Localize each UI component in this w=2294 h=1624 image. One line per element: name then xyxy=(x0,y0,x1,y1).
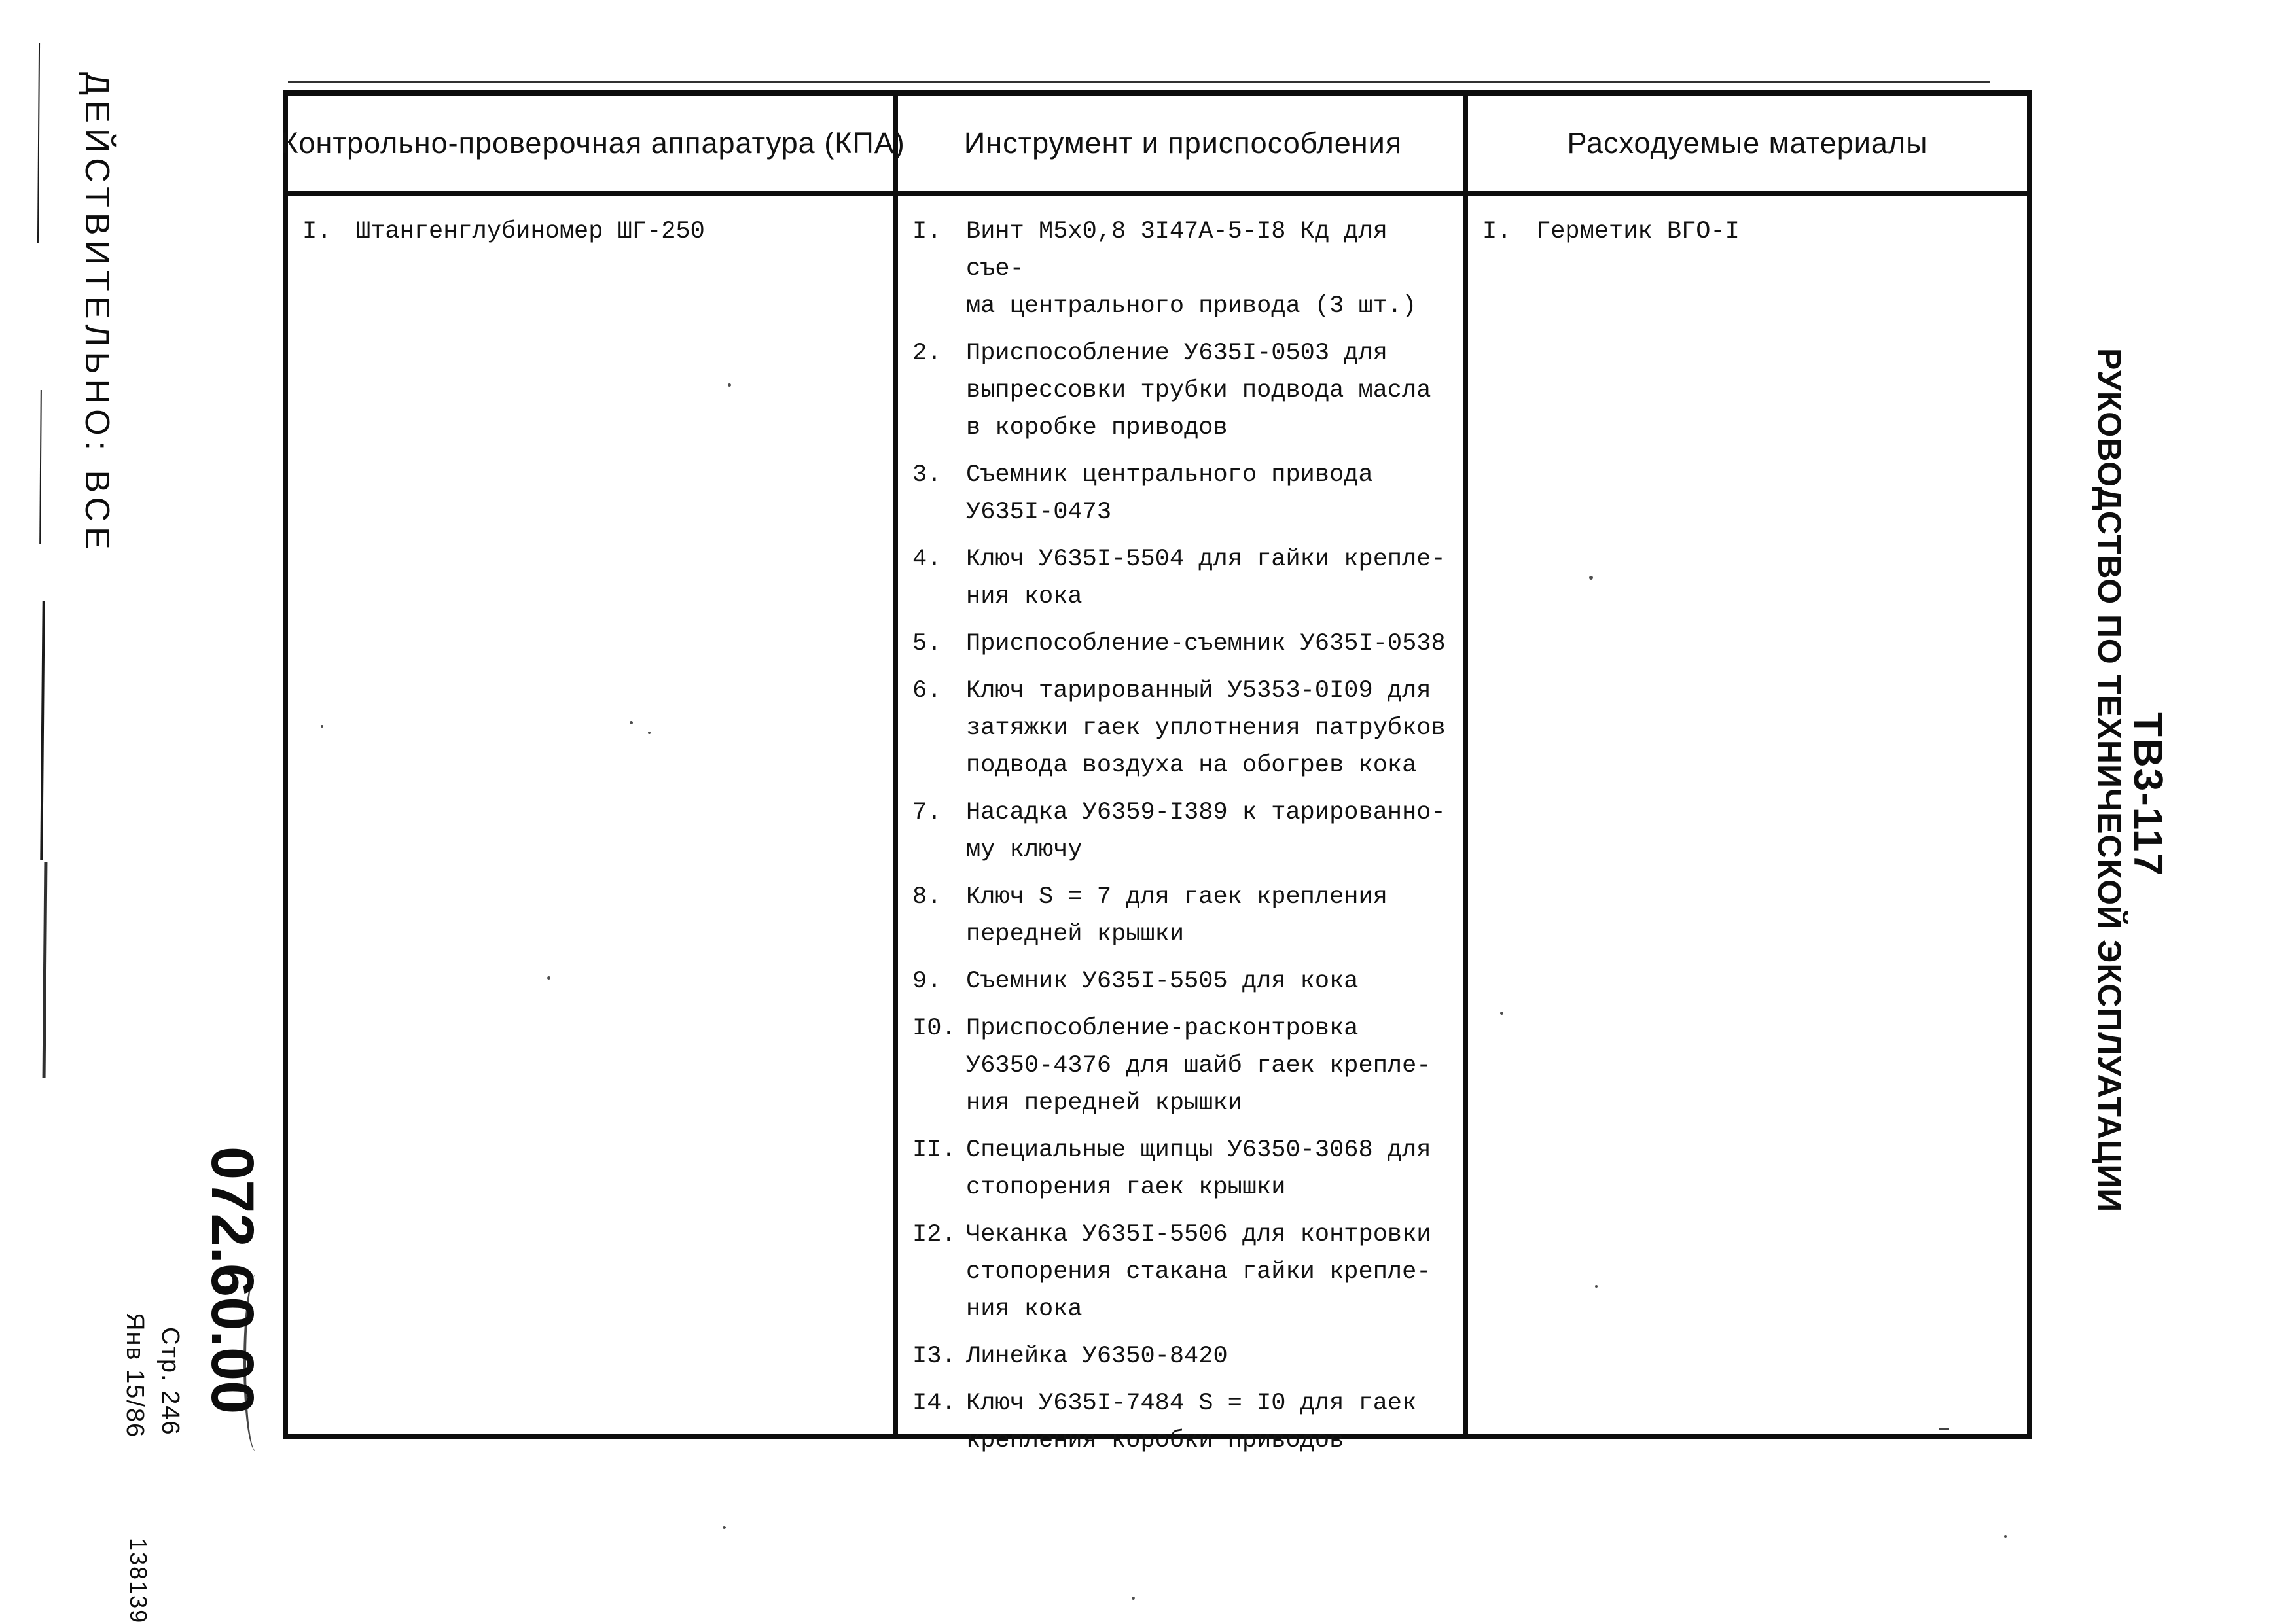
item-text xyxy=(966,794,1459,869)
scan-speck xyxy=(1589,576,1593,580)
list-item xyxy=(912,673,1459,785)
item-line: крепления коробки приводов xyxy=(966,1427,1344,1455)
item-line: в коробке приводов xyxy=(966,414,1228,442)
list-item xyxy=(912,213,1459,325)
header-kpa: Контрольно-проверочная аппаратура (КПА) xyxy=(281,126,905,160)
item-line: ния передней крышки xyxy=(966,1089,1242,1117)
item-line: стопорения стакана гайки крепле- xyxy=(966,1258,1431,1286)
kpa-cell xyxy=(288,196,898,1434)
item-line: стопорения гаек крышки xyxy=(966,1174,1286,1201)
item-text xyxy=(966,1385,1459,1460)
list-item xyxy=(912,1385,1459,1460)
doc-code: 072.60.00 xyxy=(199,1146,266,1415)
item-text xyxy=(966,963,1459,1000)
tools-cell xyxy=(898,196,1468,1455)
item-number: 2. xyxy=(912,340,942,367)
scan-speck xyxy=(1132,1597,1135,1600)
revision-date: Янв 15/86 xyxy=(121,1313,149,1439)
item-text xyxy=(966,1338,1459,1375)
item-text xyxy=(356,213,889,251)
item-line: ния кока xyxy=(966,1296,1083,1323)
item-number: I3. xyxy=(912,1343,956,1370)
scan-speck xyxy=(728,383,731,387)
manual-title: РУКОВОДСТВО ПО ТЕХНИЧЕСКОЙ ЭКСПЛУАТАЦИИ xyxy=(2091,348,2128,1213)
item-line: У635I-0473 xyxy=(966,499,1112,526)
item-number: 6. xyxy=(912,677,942,705)
scan-speck xyxy=(321,725,323,728)
scan-line-artifact xyxy=(288,81,1990,83)
item-line: Ключ У635I-7484 S = I0 для гаек xyxy=(966,1390,1417,1417)
item-number: 9. xyxy=(912,968,942,995)
header-tools: Инструмент и приспособления xyxy=(963,126,1403,160)
list-item xyxy=(912,541,1459,616)
list-item xyxy=(912,1216,1459,1328)
item-number: I4. xyxy=(912,1390,956,1417)
item-line: Съемник У635I-5505 для кока xyxy=(966,968,1359,995)
page-number: Стр. 246 xyxy=(156,1327,184,1436)
item-text xyxy=(1536,213,2018,251)
page-edge-line xyxy=(43,862,48,1078)
item-line: Штангенглубиномер ШГ-250 xyxy=(356,218,705,245)
engine-model: ТВ3-117 xyxy=(2125,712,2170,877)
item-line: Приспособление-расконтровка xyxy=(966,1015,1359,1042)
validity-stamp: ДЕЙСТВИТЕЛЬНО: ВСЕ xyxy=(78,72,116,555)
item-line: Съемник центрального привода xyxy=(966,461,1373,489)
item-number: I2. xyxy=(912,1221,956,1248)
scan-speck xyxy=(547,976,550,980)
item-text xyxy=(966,335,1459,447)
list-item xyxy=(912,1338,1459,1375)
header-materials: Расходуемые материалы xyxy=(1567,126,1928,160)
item-number: I0. xyxy=(912,1015,956,1042)
list-item xyxy=(912,626,1459,663)
page-edge-line xyxy=(37,43,40,243)
item-line: ма центрального привода (3 шт.) xyxy=(966,292,1417,320)
item-line: передней крышки xyxy=(966,921,1185,948)
item-text xyxy=(966,541,1459,616)
page-edge-line xyxy=(39,390,42,544)
scan-speck xyxy=(1595,1285,1598,1288)
list-item xyxy=(912,1132,1459,1207)
item-line: Специальные щипцы У6350-3068 для xyxy=(966,1137,1431,1164)
scan-speck xyxy=(1500,1012,1503,1015)
scan-dash xyxy=(1939,1428,1949,1430)
item-text xyxy=(966,213,1459,325)
item-line: Винт М5х0,8 3I47А-5-I8 Кд для съе- xyxy=(966,218,1388,283)
item-number: 7. xyxy=(912,799,942,826)
item-text xyxy=(966,879,1459,953)
item-line: Ключ тарированный У5353-0I09 для xyxy=(966,677,1431,705)
item-number: I. xyxy=(302,218,332,245)
item-line: выпрессовки трубки подвода масла xyxy=(966,377,1431,404)
item-text xyxy=(966,626,1459,663)
list-item xyxy=(302,213,889,251)
item-line: затяжки гаек уплотнения патрубков xyxy=(966,715,1446,742)
item-number: 3. xyxy=(912,461,942,489)
table-body-row xyxy=(288,196,2027,1455)
item-line: подвода воздуха на обогрев кока xyxy=(966,752,1417,779)
item-text xyxy=(966,1010,1459,1122)
list-item xyxy=(912,457,1459,531)
item-line: Линейка У6350-8420 xyxy=(966,1343,1228,1370)
equipment-table xyxy=(281,90,2032,1455)
item-line: Герметик ВГО-I xyxy=(1536,218,1740,245)
scan-speck xyxy=(2004,1535,2007,1538)
item-line: Приспособление У635I-0503 для xyxy=(966,340,1388,367)
list-item xyxy=(1482,213,2018,251)
list-item xyxy=(912,335,1459,447)
item-line: У6350-4376 для шайб гаек крепле- xyxy=(966,1052,1431,1080)
item-text xyxy=(966,457,1459,531)
print-number: 138139 xyxy=(125,1538,152,1624)
item-number: I. xyxy=(1482,218,1512,245)
scan-speck xyxy=(723,1526,726,1529)
item-number: II. xyxy=(912,1137,956,1164)
materials-cell xyxy=(1468,196,2027,1434)
item-number: I. xyxy=(912,218,942,245)
item-line: Ключ S = 7 для гаек крепления xyxy=(966,883,1388,911)
item-line: му ключу xyxy=(966,836,1083,864)
list-item xyxy=(912,1010,1459,1122)
item-line: ния кока xyxy=(966,583,1083,610)
scan-speck xyxy=(648,732,651,734)
list-item xyxy=(912,879,1459,953)
item-number: 4. xyxy=(912,546,942,573)
list-item xyxy=(912,794,1459,869)
item-text xyxy=(966,1216,1459,1328)
page-edge-line xyxy=(40,601,45,860)
item-text xyxy=(966,673,1459,785)
table-header-row xyxy=(281,96,2027,196)
item-number: 5. xyxy=(912,630,942,658)
item-line: Насадка У6359-I389 к тарированно- xyxy=(966,799,1446,826)
item-text xyxy=(966,1132,1459,1207)
item-number: 8. xyxy=(912,883,942,911)
item-line: Ключ У635I-5504 для гайки крепле- xyxy=(966,546,1446,573)
list-item xyxy=(912,963,1459,1000)
item-line: Приспособление-съемник У635I-0538 xyxy=(966,630,1446,658)
item-line: Чеканка У635I-5506 для контровки xyxy=(966,1221,1431,1248)
scan-speck xyxy=(630,721,633,724)
